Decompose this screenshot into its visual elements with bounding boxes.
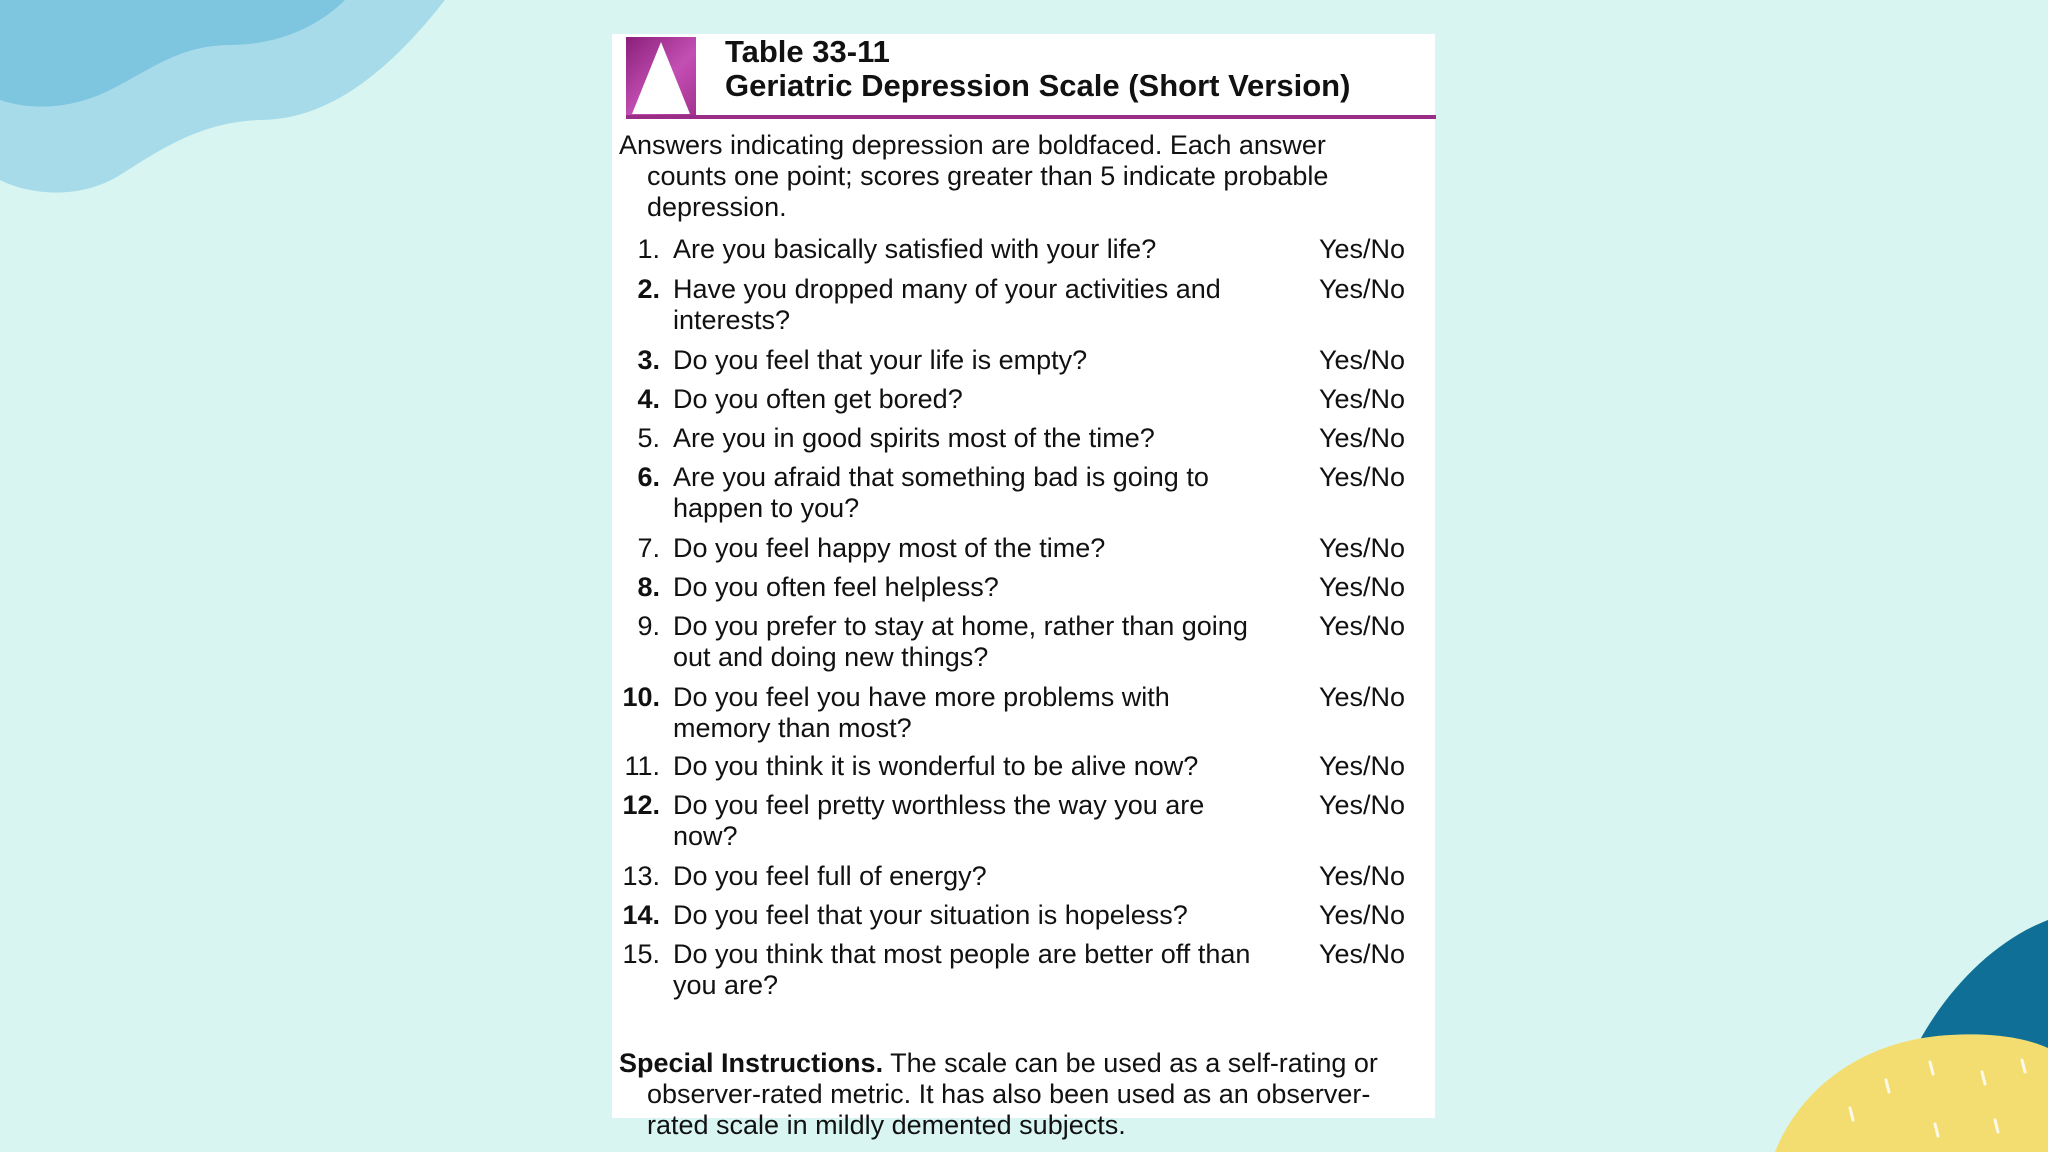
table-title: Geriatric Depression Scale (Short Version)	[725, 68, 1351, 103]
bottom-right-blob-yellow	[1775, 1034, 2048, 1152]
question-text: Do you prefer to stay at home, rather than going out and doing new things?	[673, 611, 1248, 672]
answer-options: Yes/No	[1319, 234, 1406, 264]
question-number: 9.	[637, 611, 660, 641]
answer-options: Yes/No	[1319, 533, 1406, 563]
answer-options: Yes/No	[1319, 462, 1406, 492]
answer-options: Yes/No	[1319, 790, 1406, 820]
answer-options: Yes/No	[1319, 572, 1406, 602]
question-text: Do you feel that your life is empty?	[673, 345, 1088, 375]
answer-options: Yes/No	[1319, 274, 1406, 304]
question-number: 2.	[637, 274, 660, 304]
question-text: Do you feel happy most of the time?	[673, 533, 1106, 563]
question-text: Have you dropped many of your activities and interests?	[673, 274, 1221, 335]
question-text: Do you often get bored?	[673, 384, 963, 414]
answer-options: Yes/No	[1319, 611, 1406, 641]
question-number: 4.	[637, 384, 660, 414]
answer-options: Yes/No	[1319, 900, 1406, 930]
table-number: Table 33-11	[725, 34, 890, 69]
question-text: Do you feel that your situation is hopeless?	[673, 900, 1188, 930]
question-text: Are you in good spirits most of the time?	[673, 423, 1155, 453]
special-instructions	[619, 1048, 1409, 1141]
question-number: 13.	[622, 861, 660, 891]
question-text: Are you afraid that something bad is going to happen to you?	[673, 462, 1209, 523]
question-number: 8.	[637, 572, 660, 602]
table-intro: Answers indicating depression are boldfaced. Each answer counts one point; scores greater than 5 indicate probable depression.	[619, 130, 1329, 222]
question-text: Do you feel full of energy?	[673, 861, 987, 891]
question-number: 10.	[622, 682, 660, 712]
table-header	[619, 34, 1429, 122]
question-text: Do you feel pretty worthless the way you are now?	[673, 790, 1205, 851]
question-number: 6.	[637, 462, 660, 492]
question-number: 14.	[622, 900, 660, 930]
question-number: 7.	[637, 533, 660, 563]
answer-options: Yes/No	[1319, 682, 1406, 712]
question-number: 11.	[624, 751, 660, 781]
question-number: 12.	[622, 790, 660, 820]
question-text: Do you think that most people are better off than you are?	[673, 939, 1251, 1000]
question-number: 5.	[637, 423, 660, 453]
answer-options: Yes/No	[1319, 939, 1406, 969]
question-number: 15.	[622, 939, 660, 969]
table-card	[612, 34, 1435, 1140]
triangle-logo-icon	[626, 37, 696, 117]
answer-options: Yes/No	[1319, 384, 1406, 414]
question-number: 1.	[637, 234, 660, 264]
answer-options: Yes/No	[1319, 423, 1406, 453]
header-rule	[626, 115, 1436, 119]
answer-options: Yes/No	[1319, 345, 1406, 375]
question-text: Do you often feel helpless?	[673, 572, 999, 602]
question-text: Do you feel you have more problems with memory than most?	[673, 682, 1170, 743]
answer-options: Yes/No	[1319, 861, 1406, 891]
special-instructions-text: The scale can be used as a self-rating or observer-rated metric. It has also been used as an observer-rated scale in mildly demented subjects.	[647, 1048, 1378, 1140]
question-text: Do you think it is wonderful to be alive now?	[673, 751, 1199, 781]
special-instructions-label: Special Instructions.	[619, 1048, 884, 1078]
answer-options: Yes/No	[1319, 751, 1406, 781]
question-text: Are you basically satisfied with your life?	[673, 234, 1157, 264]
question-number: 3.	[637, 345, 660, 375]
